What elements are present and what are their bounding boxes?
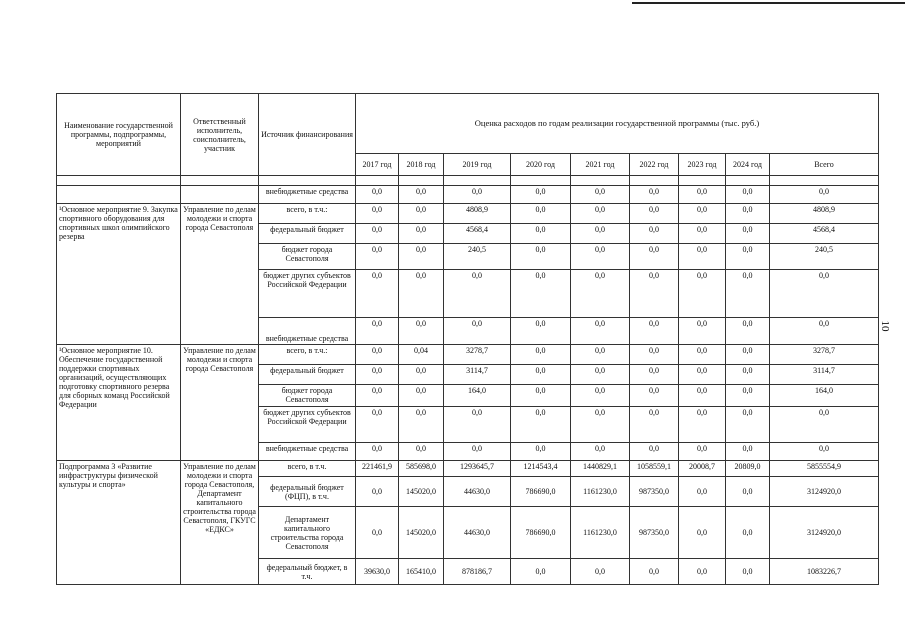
value-cell: 0,0 (571, 224, 630, 244)
value-cell: 0,0 (630, 204, 679, 224)
value-cell: 3124920,0 (770, 507, 879, 559)
value-cell: 0,0 (630, 407, 679, 443)
header-row (57, 94, 879, 154)
value-cell: 0,0 (630, 244, 679, 270)
value-cell: 0,0 (571, 204, 630, 224)
value-cell: 0,0 (571, 318, 630, 345)
value-cell: 1293645,7 (444, 461, 511, 477)
value-cell: 0,0 (630, 186, 679, 204)
value-cell: 0,0 (726, 507, 770, 559)
value-cell: 1440829,1 (571, 461, 630, 477)
top-rule (632, 2, 905, 4)
value-cell: 0,0 (571, 407, 630, 443)
value-cell: 0,0 (770, 186, 879, 204)
value-cell: 240,5 (444, 244, 511, 270)
header-estimate: Оценка расходов по годам реализации государственной программы (тыс. руб.) (356, 94, 879, 154)
value-cell: 1161230,0 (571, 477, 630, 507)
value-cell: 0,0 (726, 270, 770, 318)
value-cell: 0,0 (726, 204, 770, 224)
value-cell: 3278,7 (770, 345, 879, 365)
value-cell: 3124920,0 (770, 477, 879, 507)
value-cell: 0,0 (399, 270, 444, 318)
source-label: федеральный бюджет (259, 365, 356, 385)
measure-9-name: ¹Основное мероприятие 9. Закупка спортивного оборудования для спортивных школ олимпийского резерва (57, 204, 181, 345)
value-cell: 0,0 (511, 224, 571, 244)
source-label: внебюджетные средства (259, 318, 356, 345)
value-cell: 3278,7 (444, 345, 511, 365)
value-cell: 4568,4 (444, 224, 511, 244)
source-label: внебюджетные средства (259, 443, 356, 461)
table-row (57, 204, 879, 224)
value-cell: 0,0 (679, 345, 726, 365)
source-label: федеральный бюджет, в т.ч. (259, 559, 356, 585)
value-cell: 0,0 (511, 385, 571, 407)
value-cell: 0,0 (511, 318, 571, 345)
value-cell: 0,0 (726, 407, 770, 443)
value-cell: 44630,0 (444, 477, 511, 507)
value-cell: 585698,0 (399, 461, 444, 477)
value-cell: 0,0 (679, 443, 726, 461)
value-cell: 0,0 (356, 224, 399, 244)
value-cell: 0,0 (356, 270, 399, 318)
value-cell: 240,5 (770, 244, 879, 270)
value-cell: 44630,0 (444, 507, 511, 559)
value-cell: 0,0 (630, 559, 679, 585)
value-cell: 1058559,1 (630, 461, 679, 477)
value-cell: 0,0 (630, 385, 679, 407)
value-cell: 0,0 (679, 318, 726, 345)
measure-9-responsible: Управление по делам молодежи и спорта города Севастополя (181, 204, 259, 345)
value-cell: 20008,7 (679, 461, 726, 477)
year-2024: 2024 год (726, 154, 770, 176)
year-2023: 2023 год (679, 154, 726, 176)
value-cell: 164,0 (770, 385, 879, 407)
value-cell: 0,0 (356, 204, 399, 224)
value-cell: 145020,0 (399, 477, 444, 507)
value-cell: 0,0 (726, 477, 770, 507)
value-cell: 0,0 (571, 244, 630, 270)
source-label: бюджет других субъектов Российской Федерации (259, 407, 356, 443)
page-number: 10 (879, 320, 891, 332)
value-cell: 0,0 (679, 559, 726, 585)
year-total: Всего (770, 154, 879, 176)
header-name: Наименование государственной программы, подпрограммы, мероприятий (57, 94, 181, 176)
value-cell: 4808,9 (770, 204, 879, 224)
table-row (57, 461, 879, 477)
header-responsible: Ответственный исполнитель, соисполнитель, участник (181, 94, 259, 176)
value-cell: 5855554,9 (770, 461, 879, 477)
value-cell: 0,0 (679, 204, 726, 224)
value-cell: 0,0 (679, 477, 726, 507)
value-cell: 0,0 (571, 559, 630, 585)
value-cell: 0,0 (511, 244, 571, 270)
source-label: бюджет города Севастополя (259, 244, 356, 270)
value-cell: 0,0 (630, 345, 679, 365)
value-cell: 165410,0 (399, 559, 444, 585)
value-cell: 0,0 (679, 407, 726, 443)
value-cell: 20809,0 (726, 461, 770, 477)
value-cell: 0,0 (399, 186, 444, 204)
value-cell: 0,0 (399, 224, 444, 244)
value-cell: 0,0 (726, 345, 770, 365)
source-label: федеральный бюджет (ФЦП), в т.ч. (259, 477, 356, 507)
value-cell: 0,0 (630, 365, 679, 385)
budget-table (56, 93, 879, 585)
source-label: Департамент капитального строительства города Севастополя (259, 507, 356, 559)
value-cell: 0,0 (399, 365, 444, 385)
subprogram-3-name: Подпрограмма 3 «Развитие инфраструктуры физической культуры и спорта» (57, 461, 181, 585)
measure-10-responsible: Управление по делам молодежи и спорта города Севастополя (181, 345, 259, 461)
value-cell: 987350,0 (630, 477, 679, 507)
value-cell: 0,0 (444, 186, 511, 204)
source-label: всего, в т.ч.: (259, 345, 356, 365)
value-cell: 0,0 (399, 385, 444, 407)
value-cell: 0,0 (356, 443, 399, 461)
value-cell: 0,0 (679, 507, 726, 559)
value-cell: 0,0 (356, 407, 399, 443)
header-source: Источник финансирования (259, 94, 356, 176)
value-cell: 0,0 (726, 365, 770, 385)
value-cell: 0,0 (571, 345, 630, 365)
value-cell: 0,0 (630, 318, 679, 345)
value-cell: 0,0 (511, 345, 571, 365)
value-cell: 786690,0 (511, 507, 571, 559)
value-cell: 0,0 (511, 407, 571, 443)
value-cell: 4568,4 (770, 224, 879, 244)
value-cell: 145020,0 (399, 507, 444, 559)
value-cell: 0,0 (571, 365, 630, 385)
value-cell: 0,0 (726, 244, 770, 270)
value-cell: 39630,0 (356, 559, 399, 585)
value-cell: 0,0 (726, 443, 770, 461)
value-cell: 3114,7 (444, 365, 511, 385)
value-cell: 0,0 (726, 318, 770, 345)
value-cell: 221461,9 (356, 461, 399, 477)
value-cell: 0,0 (770, 407, 879, 443)
value-cell: 0,0 (444, 407, 511, 443)
value-cell: 0,0 (679, 270, 726, 318)
value-cell: 1214543,4 (511, 461, 571, 477)
value-cell: 786690,0 (511, 477, 571, 507)
value-cell: 0,0 (444, 318, 511, 345)
value-cell: 0,0 (356, 507, 399, 559)
table-row (57, 186, 879, 204)
source-label: федеральный бюджет (259, 224, 356, 244)
value-cell: 0,0 (571, 186, 630, 204)
value-cell: 0,0 (511, 443, 571, 461)
value-cell: 0,0 (399, 204, 444, 224)
year-2019: 2019 год (444, 154, 511, 176)
value-cell: 0,0 (356, 385, 399, 407)
value-cell: 4808,9 (444, 204, 511, 224)
value-cell: 0,0 (511, 270, 571, 318)
value-cell: 0,0 (571, 270, 630, 318)
value-cell: 0,0 (399, 407, 444, 443)
value-cell: 0,0 (511, 186, 571, 204)
value-cell: 0,0 (770, 318, 879, 345)
value-cell: 0,0 (679, 244, 726, 270)
year-2020: 2020 год (511, 154, 571, 176)
value-cell: 0,0 (726, 559, 770, 585)
measure-10-name: ¹Основное мероприятие 10. Обеспечение государственной поддержки спортивных организаций, осуществляющих подготовку спортивного резерва для сборных команд Российской Федерации (57, 345, 181, 461)
value-cell: 0,0 (511, 204, 571, 224)
value-cell: 0,0 (770, 270, 879, 318)
source-label: внебюджетные средства (259, 186, 356, 204)
value-cell: 878186,7 (444, 559, 511, 585)
value-cell: 1083226,7 (770, 559, 879, 585)
value-cell: 0,0 (726, 385, 770, 407)
value-cell: 0,0 (399, 244, 444, 270)
value-cell: 987350,0 (630, 507, 679, 559)
subprogram-3-responsible: Управление по делам молодежи и спорта города Севастополя, Департамент капитального строительства города Севастополя, ГКУГС «ЕДКС» (181, 461, 259, 585)
value-cell: 3114,7 (770, 365, 879, 385)
value-cell: 0,0 (571, 443, 630, 461)
year-2017: 2017 год (356, 154, 399, 176)
spacer-row (57, 176, 879, 186)
table-row (57, 345, 879, 365)
value-cell: 0,0 (444, 270, 511, 318)
value-cell: 164,0 (444, 385, 511, 407)
year-2021: 2021 год (571, 154, 630, 176)
value-cell: 0,0 (726, 186, 770, 204)
value-cell: 0,0 (679, 224, 726, 244)
value-cell: 0,0 (399, 443, 444, 461)
value-cell: 0,0 (356, 318, 399, 345)
source-label: всего, в т.ч.: (259, 204, 356, 224)
source-label: бюджет города Севастополя (259, 385, 356, 407)
value-cell: 0,0 (356, 244, 399, 270)
source-label: всего, в т.ч. (259, 461, 356, 477)
value-cell: 0,0 (356, 345, 399, 365)
year-2018: 2018 год (399, 154, 444, 176)
year-2022: 2022 год (630, 154, 679, 176)
value-cell: 0,0 (571, 385, 630, 407)
value-cell: 0,0 (399, 318, 444, 345)
value-cell: 0,0 (511, 559, 571, 585)
value-cell: 0,0 (356, 477, 399, 507)
value-cell: 0,0 (630, 224, 679, 244)
value-cell: 0,0 (679, 186, 726, 204)
value-cell: 0,04 (399, 345, 444, 365)
value-cell: 0,0 (679, 365, 726, 385)
value-cell: 0,0 (630, 270, 679, 318)
value-cell: 0,0 (630, 443, 679, 461)
source-label: бюджет других субъектов Российской Федерации (259, 270, 356, 318)
value-cell: 0,0 (726, 224, 770, 244)
value-cell: 0,0 (356, 365, 399, 385)
value-cell: 0,0 (356, 186, 399, 204)
value-cell: 0,0 (444, 443, 511, 461)
value-cell: 0,0 (770, 443, 879, 461)
value-cell: 0,0 (511, 365, 571, 385)
value-cell: 0,0 (679, 385, 726, 407)
value-cell: 1161230,0 (571, 507, 630, 559)
